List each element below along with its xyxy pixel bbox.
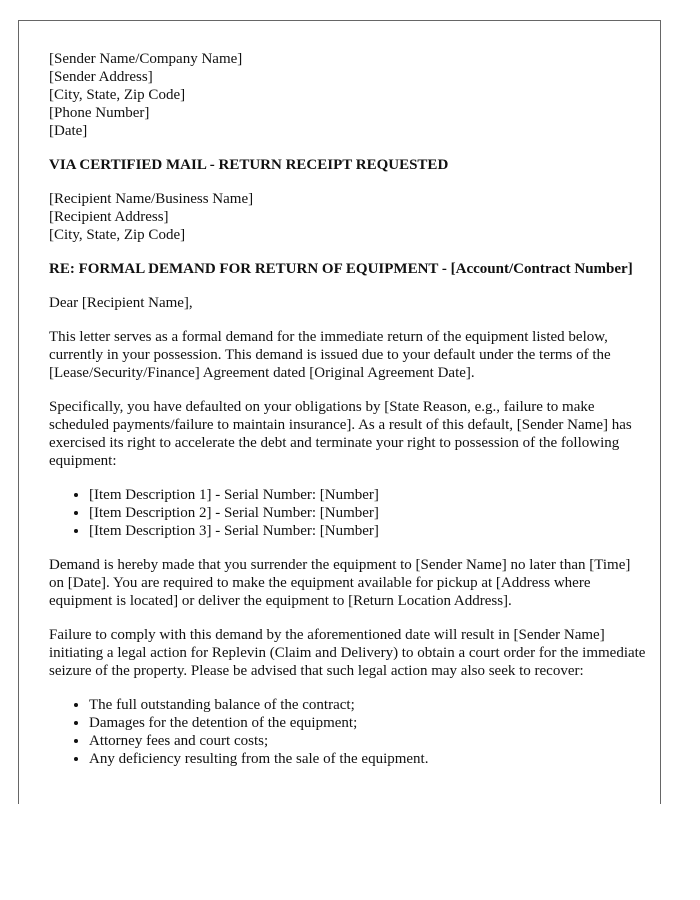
recipient-block	[49, 190, 649, 244]
list-item: • Any deficiency resulting from the sale of the equipment.	[89, 750, 649, 768]
sender-city-state-zip: [City, State, Zip Code]	[49, 87, 186, 103]
delivery-method: VIA CERTIFIED MAIL - RETURN RECEIPT REQUESTED	[49, 157, 449, 173]
letter-body	[49, 50, 649, 768]
salutation: Dear [Recipient Name],	[49, 295, 193, 311]
recipient-city-state-zip: [City, State, Zip Code]	[49, 227, 186, 243]
recipient-name: [Recipient Name/Business Name]	[49, 191, 254, 207]
list-item: • Attorney fees and court costs;	[89, 732, 649, 750]
paragraph-default-reason: Specifically, you have defaulted on your obligations by [State Reason, e.g., failure to make scheduled payments/failure to maintain insurance]. As a result of this default, [Sender Name] has exercised its right to accelerate the debt and terminate your right to possession of the following equipment:	[49, 399, 632, 469]
list-item: • [Item Description 3] - Serial Number: [Number]	[89, 522, 649, 540]
recovery-list	[49, 696, 649, 768]
sender-address: [Sender Address]	[49, 69, 153, 85]
subject-line: RE: FORMAL DEMAND FOR RETURN OF EQUIPMENT - [Account/Contract Number]	[49, 261, 633, 277]
letter-date: [Date]	[49, 123, 88, 139]
list-item: • [Item Description 2] - Serial Number: [Number]	[89, 504, 649, 522]
equipment-list	[49, 486, 649, 540]
paragraph-legal-action: Failure to comply with this demand by the aforementioned date will result in [Sender Name] initiating a legal action for Replevin (Claim and Delivery) to obtain a court order for the immediate seizure of the property. Please be advised that such legal action may also seek to recover:	[49, 627, 646, 679]
list-item: • The full outstanding balance of the contract;	[89, 696, 649, 714]
list-item: • [Item Description 1] - Serial Number: [Number]	[89, 486, 649, 504]
letter-page	[18, 20, 661, 804]
sender-block	[49, 50, 649, 140]
recipient-address: [Recipient Address]	[49, 209, 169, 225]
paragraph-demand: Demand is hereby made that you surrender the equipment to [Sender Name] no later than [Time] on [Date]. You are required to make the equipment available for pickup at [Address where equipment is located] or deliver the equipment to [Return Location Address].	[49, 557, 631, 609]
sender-name: [Sender Name/Company Name]	[49, 51, 243, 67]
list-item: • Damages for the detention of the equipment;	[89, 714, 649, 732]
sender-phone: [Phone Number]	[49, 105, 150, 121]
paragraph-intro: This letter serves as a formal demand for the immediate return of the equipment listed below, currently in your possession. This demand is issued due to your default under the terms of the [Lease/Security/Finance] Agreement dated [Original Agreement Date].	[49, 329, 611, 381]
